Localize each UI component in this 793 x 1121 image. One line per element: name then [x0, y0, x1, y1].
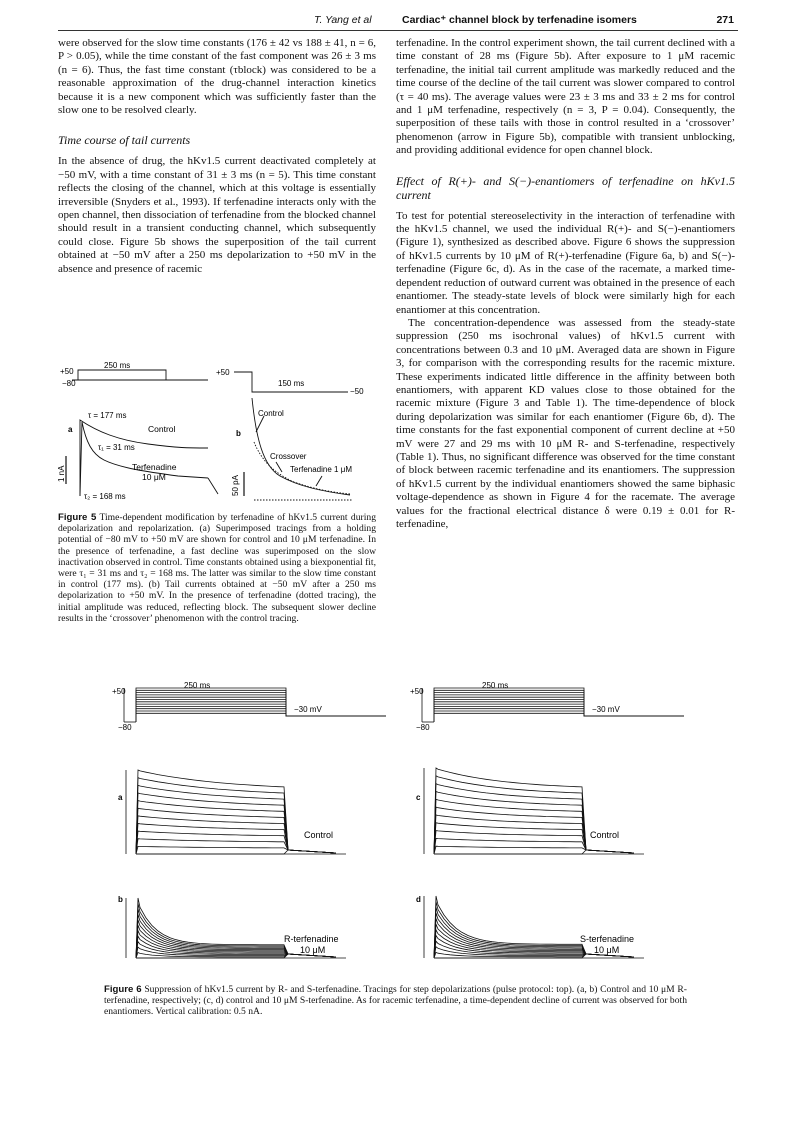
- fig5-a-control: Control: [148, 424, 176, 434]
- fig6-left-vtail: −30 mV: [294, 705, 322, 714]
- running-header: [58, 12, 738, 31]
- fig6-left-duration: 250 ms: [184, 681, 211, 690]
- fig6-c-trace: [434, 776, 634, 854]
- fig6-c-trace: [434, 838, 634, 854]
- figure-5-caption: [58, 512, 376, 624]
- fig5-a-vbottom: −80: [62, 379, 76, 388]
- fig6-left-vtop: +50: [112, 687, 126, 696]
- fig6-a-trace: [136, 793, 336, 854]
- fig6-protocol-step: [434, 713, 684, 722]
- header-title: Cardiac⁺ channel block by terfenadine isomers: [402, 14, 637, 26]
- caption-text: Time-dependent modification by terfenadine of hKv1.5 current during depolarization and repolarization. (a) Superimposed tracings from a holding potential of −80 mV to +50 mV are shown for control and 10 μM terfenadine. In the presence of terfenadine, a fast decline was superimposed on the slow inactivation observed in control. Time constants obtained using a biexponential fit, were τ₁ = 31 ms and τ₂ = 168 ms. The latter was similar to the slow time constant in control (177 ms). (b) Tail currents obtained at −50 mV after a 250 ms depolarization to +50 mV. In the presence of terfenadine (dotted tracing), the initial amplitude was reduced, reflecting block. The subsequent slower decline results in the ‘crossover’ phenomenon with the control tracing.: [58, 512, 376, 624]
- header-authors: T. Yang et al: [314, 14, 372, 26]
- fig5-b-scale: 50 pA: [231, 475, 240, 496]
- section-heading-tail-currents: Time course of tail currents: [58, 133, 191, 148]
- fig5-a-panel-label: a: [68, 425, 73, 434]
- fig6-c-trace: [434, 799, 634, 854]
- fig5-a-tau-control: τ = 177 ms: [88, 411, 127, 420]
- figure-5: [58, 358, 376, 506]
- paragraph: In the absence of drug, the hKv1.5 current deactivated completely at −50 mV, with a time constant of 31 ± 3 ms (n = 5). This time constant reflects the closing of the channel, which at this voltage is essentially irreversible (Snyders et al., 1993). If terfenadine interacts only with the open channel, then dissociation of terfenadine from the blocked channel should result in a transient conducting channel, which subsequently could close. Figure 5b shows the superposition of the tail current obtained at −50 mV after a 250 ms depolarization to +50 mV in the absence and presence of racemic: [58, 155, 376, 275]
- fig6-protocol-step: [434, 688, 684, 722]
- fig5-b-crossover: Crossover: [270, 452, 307, 461]
- figure-6: [104, 676, 684, 976]
- paragraph: The concentration-dependence was assessed from the steady-state suppression (250 ms isochronal values) of hKv1.5 current with concentrations between 0.3 and 10 μM. Averaged data are shown in Figure 3, for comparison with the corresponding results for the racemic mixture. These experiments indicated little difference in the affinity between both enantiomers, with apparent KD values close to those obtained for the racemic mixture (Figure 3 and Table 1). The time-dependence of block during depolarization was similar for each enantiomer (Figure 6b, d). The time constants for the fast exponential component of current decline at +50 mV were 27 and 29 ms with 10 μM R- and S-terfenadine, respectively (Table 1). Thus, no significant difference was observed for the time constant of block between racemic terfenadine and its enantiomers. The suppression of hKv1.5 current by the individual enantiomers showed the same biphasic voltage-dependence as shown in Figure 4 for the racemate. The average values for the fractional electrical distance δ were 0.19 ± 0.01 for R-terfenadine,: [396, 316, 735, 530]
- fig5-a-duration: 250 ms: [104, 361, 131, 370]
- fig6-c-trace: [434, 784, 634, 854]
- figure-6-caption: [104, 984, 687, 1018]
- fig5-a-drug: Terfenadine: [132, 462, 177, 472]
- fig5-a-tau1: τ₁ = 31 ms: [98, 443, 135, 452]
- fig6-protocol-step: [136, 711, 386, 722]
- fig5-a-scale: 1 nA: [57, 465, 66, 482]
- fig5-a-protocol: [72, 370, 208, 380]
- fig6-panel-b: b: [118, 895, 123, 904]
- fig6-right-vbottom: −80: [416, 723, 430, 732]
- caption-label: Figure 6: [104, 984, 142, 995]
- left-column-top: [58, 37, 376, 276]
- fig5-a-vtop: +50: [60, 367, 74, 376]
- fig6-c-trace: [434, 850, 634, 854]
- fig6-panel-d: d: [416, 895, 421, 904]
- fig6-right-vtop: +50: [410, 687, 424, 696]
- fig6-a-trace: [136, 785, 336, 854]
- fig5-b-drug: Terfenadine 1 μM: [290, 465, 352, 474]
- fig6-left-vbottom: −80: [118, 723, 132, 732]
- fig6-b-drug-label: R-terfenadine: [284, 934, 339, 944]
- fig6-a-trace: [136, 846, 336, 854]
- fig6-a-trace: [136, 801, 336, 854]
- fig6-panel-c: c: [416, 793, 421, 802]
- fig6-b-conc-label: 10 μM: [300, 945, 326, 955]
- page-number: 271: [716, 14, 734, 26]
- fig5-a-conc: 10 μM: [142, 472, 166, 482]
- fig5-b-panel-label: b: [236, 429, 241, 438]
- fig5-b-vtop: +50: [216, 368, 230, 377]
- fig6-c-control-label: Control: [590, 830, 620, 840]
- fig6-protocol-step: [136, 688, 386, 722]
- fig5-a-tau2: τ₂ = 168 ms: [84, 492, 126, 501]
- fig5-b-vtail: −50: [350, 387, 364, 396]
- fig6-protocol-step: [434, 711, 684, 722]
- fig6-d-conc-label: 10 μM: [594, 945, 620, 955]
- fig5-a-traces: [66, 420, 218, 496]
- right-column: [396, 37, 735, 531]
- fig5-b-duration: 150 ms: [278, 379, 305, 388]
- fig6-protocol-step: [136, 702, 386, 722]
- fig6-d-drug-label: S-terfenadine: [580, 934, 635, 944]
- paragraph: To test for potential stereoselectivity in the interaction of terfenadine with the hKv1.5 channel, we used the individual R(+)- and S(−)-enantiomers (Figure 1), synthesized as described above. Figure 6 shows the suppression of hKv1.5 currents by 10 μM of R(+)-terfenadine (Figure 6a, b) and S(−)-terfenadine (Figure 6c, d). As in the case of the racemate, a marked time-dependent reduction of outward current was obtained in the presence of each enantiomer. The steady-state levels of block were similarly high for each enantiomer at this concentration.: [396, 209, 735, 316]
- fig6-right-duration: 250 ms: [482, 681, 509, 690]
- caption-text: Suppression of hKv1.5 current by R- and S-terfenadine. Tracings for step depolarizations (pulse protocol: top). (a, b) Control and 10 μM R-terfenadine, respectively; (c, d) control and 10 μM S-terfenadine. As for racemic terfenadine, a time-dependent decline of current was observed for both enantiomers. Vertical calibration: 0.5 nA.: [104, 984, 687, 1018]
- fig6-a-control-label: Control: [304, 830, 334, 840]
- fig6-a-trace: [136, 839, 336, 854]
- fig6-c-trace: [434, 791, 634, 854]
- fig6-protocol-step: [136, 713, 386, 722]
- fig6-a-trace: [136, 850, 336, 854]
- paragraph: terfenadine. In the control experiment shown, the tail current declined with a time constant of 28 ms (Figure 5b). After exposure to 1 μM racemic terfenadine, the initial tail current amplitude was markedly reduced and the time course of the decline of the tail current was slower compared to control (τ = 40 ms). The average values were 23 ± 3 ms and 33 ± 2 ms for control and 1 μM terfenadine, respectively (n = 3, P = 0.04). Consequently, the superposition of these tails with those in control resulted in a ‘crossover’ phenomenon (arrow in Figure 5b), compatible with transient unblocking, and providing additional evidence for open channel block.: [396, 37, 735, 157]
- fig6-right-vtail: −30 mV: [592, 705, 620, 714]
- fig6-c-trace: [434, 846, 634, 854]
- fig6-protocol-step: [136, 697, 386, 722]
- caption-label: Figure 5: [58, 512, 97, 523]
- fig6-protocol-step: [434, 702, 684, 722]
- paragraph: were observed for the slow time constants (176 ± 42 vs 188 ± 41, n = 6, P > 0.05), while the time constant of the fast component was 26 ± 3 ms (n = 6). Thus, the fast time constant (τblock) was considered to be a reasonable approximation of the drug-channel interaction kinetics because it is a new component which was sufficiently faster than the slow one to be resolved clearly.: [58, 37, 376, 117]
- fig6-panel-a: a: [118, 793, 123, 802]
- fig5-b-control: Control: [258, 409, 284, 418]
- section-heading-enantiomers: Effect of R(+)- and S(−)-enantiomers of terfenadine on hKv1.5 current: [396, 173, 735, 202]
- fig6-protocol-step: [434, 697, 684, 722]
